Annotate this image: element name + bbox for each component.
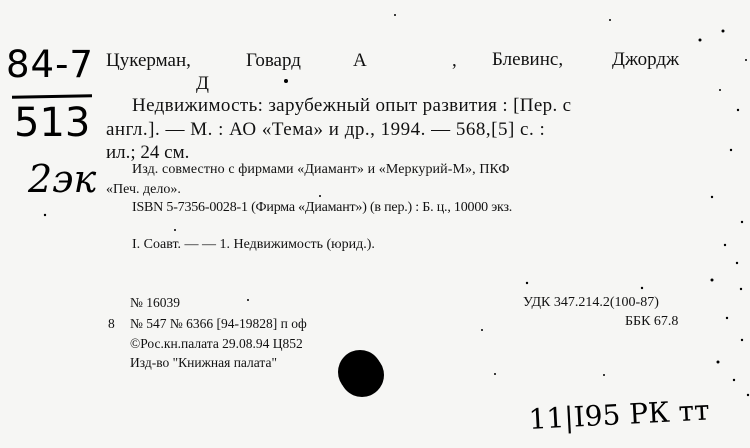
handwritten-inventory-mark: 11|I95 РК тт	[527, 393, 711, 436]
author-1-given-name: Говард	[246, 50, 301, 71]
handwritten-shelf-mark-mid: 513	[14, 100, 91, 146]
author-2-given-name: Джордж	[612, 49, 680, 70]
card-number-2: № 547 № 6366 [94-19828] п оф	[130, 316, 307, 331]
author-1-patronymic: Д	[196, 73, 209, 94]
note-line-1: Изд. совместно с фирмами «Диамант» и «Меркурий-М», ПКФ	[132, 162, 510, 177]
title-line-2: англ.]. — М. : АО «Тема» и др., 1994. — 568,[5] с. :	[106, 119, 546, 140]
handwritten-copies-mark: 2эк	[28, 157, 97, 201]
author-1-surname: Цукерман,	[106, 50, 191, 71]
author-separator: ,	[452, 50, 457, 71]
tracing-line: I. Соавт. — — 1. Недвижимость (юрид.).	[132, 237, 375, 252]
bbk-index: ББК 67.8	[625, 314, 679, 329]
author-1-initial: А	[353, 50, 367, 71]
note-line-2: «Печ. дело».	[106, 182, 181, 197]
card-number-1: № 16039	[130, 295, 181, 310]
title-line-1: Недвижимость: зарубежный опыт развития : [Пер. с	[132, 95, 572, 116]
author-2-surname: Блевинс,	[492, 49, 564, 70]
card-number-prefix: 8	[108, 316, 115, 331]
udc-index: УДК 347.214.2(100-87)	[523, 295, 659, 310]
isbn-line: ISBN 5-7356-0028-1 (Фирма «Диамант») (в пер.) : Б. ц., 10000 экз.	[132, 200, 513, 215]
handwritten-shelf-mark-top: 84-7	[6, 43, 94, 86]
copyright-line: ©Рос.кн.палата 29.08.94 Ц852	[130, 336, 303, 351]
publisher-line: Изд-во "Книжная палата"	[130, 355, 277, 370]
title-line-3: ил.; 24 см.	[106, 142, 190, 163]
